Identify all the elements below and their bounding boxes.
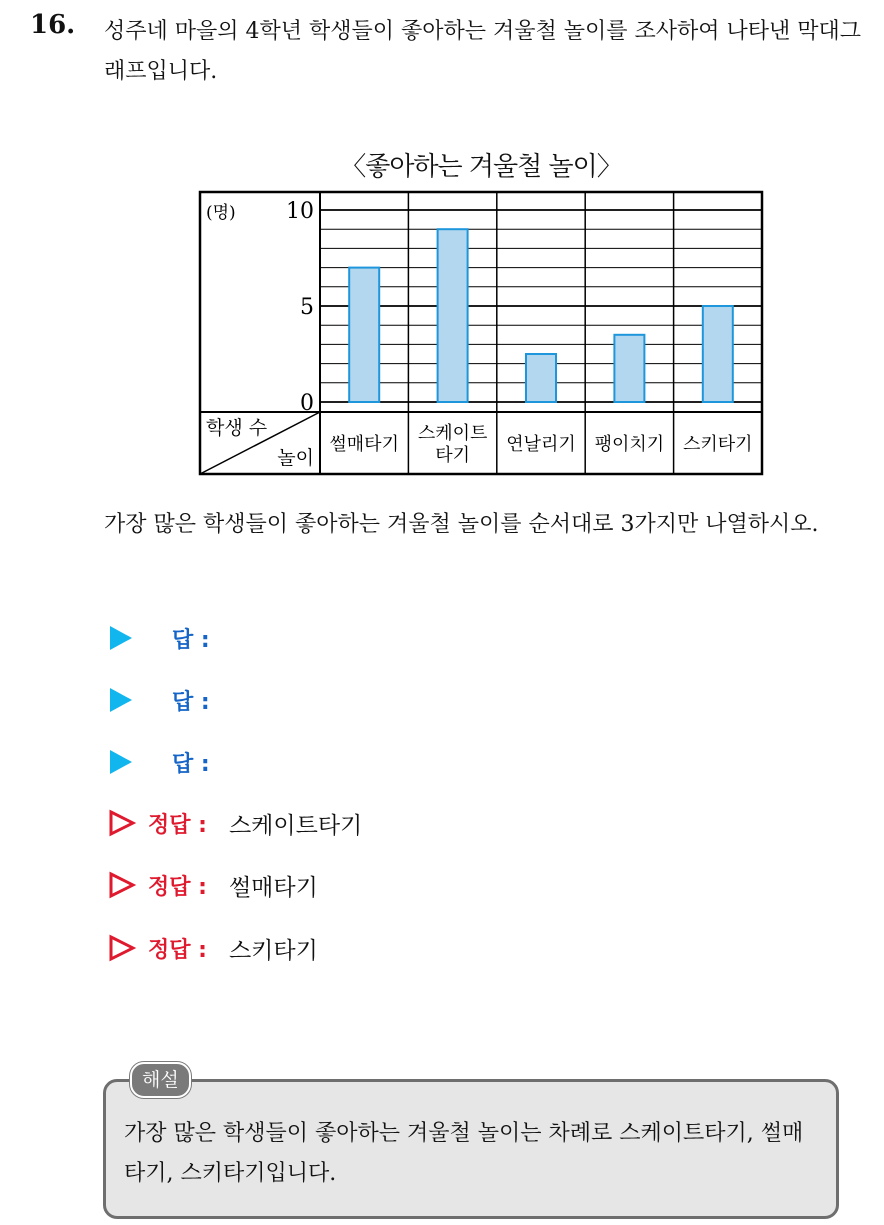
bar-chart bbox=[198, 190, 764, 476]
x-tick-label: 연날리기 bbox=[506, 434, 576, 455]
y-tick-label: 0 bbox=[300, 391, 314, 416]
chart-title: 〈좋아하는 겨울철 놀이〉 bbox=[340, 152, 622, 182]
x-tick-label: 썰매타기 bbox=[329, 434, 399, 455]
answer-key-value: 썰매타기 bbox=[228, 874, 318, 901]
play-arrow-icon bbox=[110, 750, 132, 774]
answer-key-value: 스케이트타기 bbox=[228, 812, 363, 839]
y-unit-label: (명) bbox=[206, 203, 236, 223]
answer-line-2 bbox=[110, 682, 210, 718]
answer-key-2 bbox=[108, 867, 318, 903]
col-header-label: 놀이 bbox=[277, 447, 314, 469]
answer-label: 답 : bbox=[172, 627, 210, 653]
y-tick-label: 5 bbox=[300, 295, 314, 320]
bar bbox=[703, 306, 733, 402]
answer-key-label: 정답 : bbox=[148, 937, 207, 963]
answer-label: 답 : bbox=[172, 689, 210, 715]
answer-key-3 bbox=[108, 930, 318, 966]
sub-question: 가장 많은 학생들이 좋아하는 겨울철 놀이를 순서대로 3가지만 나열하시오. bbox=[104, 512, 819, 537]
answer-key-label: 정답 : bbox=[148, 812, 207, 838]
x-tick-label: 스키타기 bbox=[683, 434, 753, 455]
question-text: 성주네 마을의 4학년 학생들이 좋아하는 겨울철 놀이를 조사하여 나타낸 막대그래프입니다. bbox=[104, 19, 862, 84]
explanation-text: 가장 많은 학생들이 좋아하는 겨울철 놀이는 차례로 스케이트타기, 썰매타기, 스키타기입니다. bbox=[124, 1121, 804, 1186]
answer-key-label: 정답 : bbox=[148, 874, 207, 900]
explanation-badge: 해설 bbox=[130, 1062, 191, 1098]
x-tick-label: 타기 bbox=[435, 445, 470, 466]
answer-line-3 bbox=[110, 744, 210, 780]
play-arrow-icon bbox=[110, 626, 132, 650]
bar bbox=[438, 229, 468, 402]
row-header-label: 학생 수 bbox=[206, 417, 268, 439]
outline-arrow-icon bbox=[108, 871, 136, 899]
x-tick-label: 팽이치기 bbox=[594, 434, 665, 455]
bar bbox=[526, 354, 556, 402]
question-number: 16. bbox=[30, 10, 76, 40]
outline-arrow-icon bbox=[108, 934, 136, 962]
answer-key-1 bbox=[108, 805, 362, 841]
bar bbox=[349, 268, 379, 402]
y-tick-label: 10 bbox=[286, 199, 314, 224]
outline-arrow-icon bbox=[108, 809, 136, 837]
x-tick-label: 스케이트 bbox=[417, 423, 488, 444]
answer-label: 답 : bbox=[172, 751, 210, 777]
answer-line-1 bbox=[110, 620, 210, 656]
bar bbox=[614, 335, 644, 402]
answer-key-value: 스키타기 bbox=[228, 937, 318, 964]
play-arrow-icon bbox=[110, 688, 132, 712]
